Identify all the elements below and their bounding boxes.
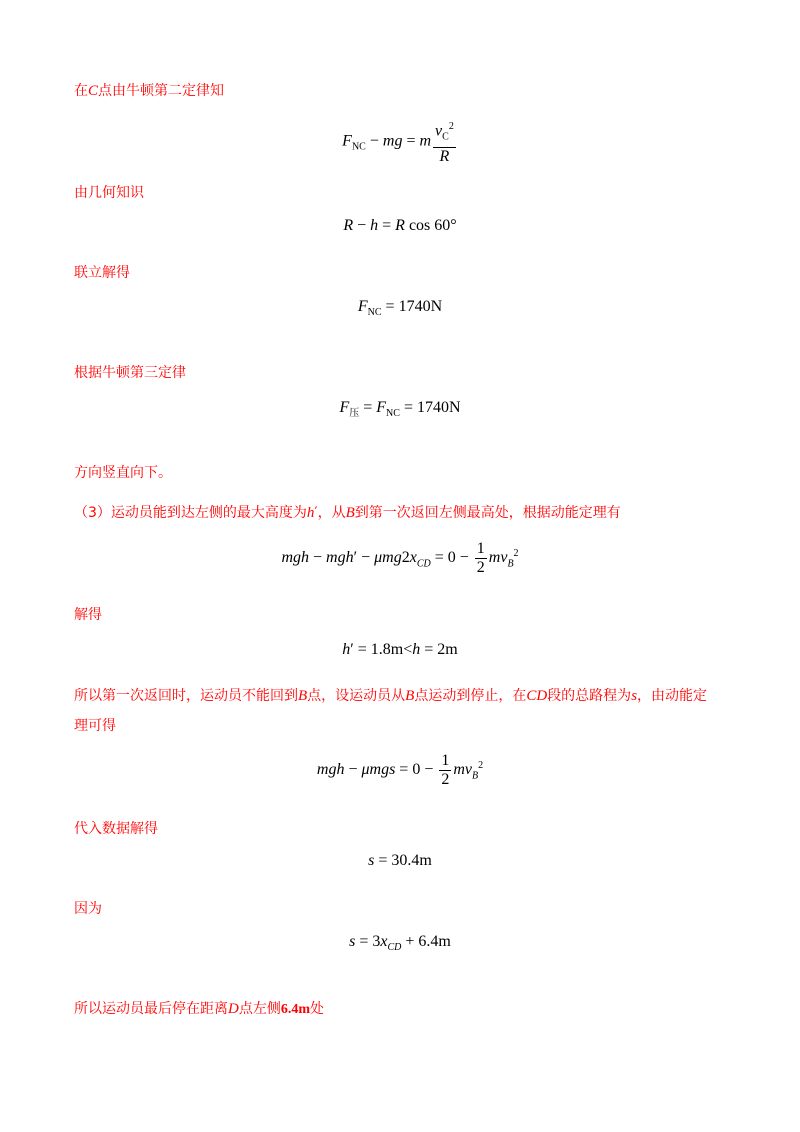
equation-geometry: R − h = R cos 60° [343,217,457,234]
equation-h-prime: h′ = 1.8m<h = 2m [342,641,458,658]
equation-newton-second-law: $F_{NC}$ − mg = m $\frac{v_C^2}{R}$ [0,118,800,166]
text-line-10: 因为 [74,901,102,917]
equation-newton-third-law: $F_压 = F_{NC} = 1740N$ [339,399,461,420]
text-line-3: 联立解得 [74,265,130,281]
text-line-8a: 所以第一次返回时，运动员不能回到B点，设运动员从B点运动到停止，在CD段的总路程为s，由动能定 [74,688,708,704]
text-line-7: 解得 [74,607,102,623]
equation-fnc-result: $F_{NC} = 1740N$ [357,298,443,319]
text-line-11: 所以运动员最后停在距离D点左侧6.4m处 [74,1001,325,1017]
text-line-9: 代入数据解得 [74,821,158,837]
text-line-5: 方向竖直向下。 [74,465,172,481]
text-line-6: （3）运动员能到达左侧的最大高度为h′，从B到第一次返回左侧最高处，根据动能定理有 [74,505,621,521]
text-line-8b: 理可得 [74,718,116,734]
equation-work-energy-2: mgh − μmgs = 0 − $\frac{1}{2}$ $mv_B^2$ [316,752,484,788]
equation-s-decomposition: $s = 3x_{CD} + 6.4m$ [349,933,451,954]
text-line-2: 由几何知识 [74,185,144,201]
equation-s-result: s = 30.4m [368,852,432,869]
text-line-4: 根据牛顿第三定律 [74,365,186,381]
text-line-1: 在C点由牛顿第二定律知 [74,83,225,99]
equation-work-energy-1: mgh − $mgh' - \mu mg2x_{CD} = 0$ − $\frac{1}{2}$ $mv_B^2$ [281,540,519,576]
